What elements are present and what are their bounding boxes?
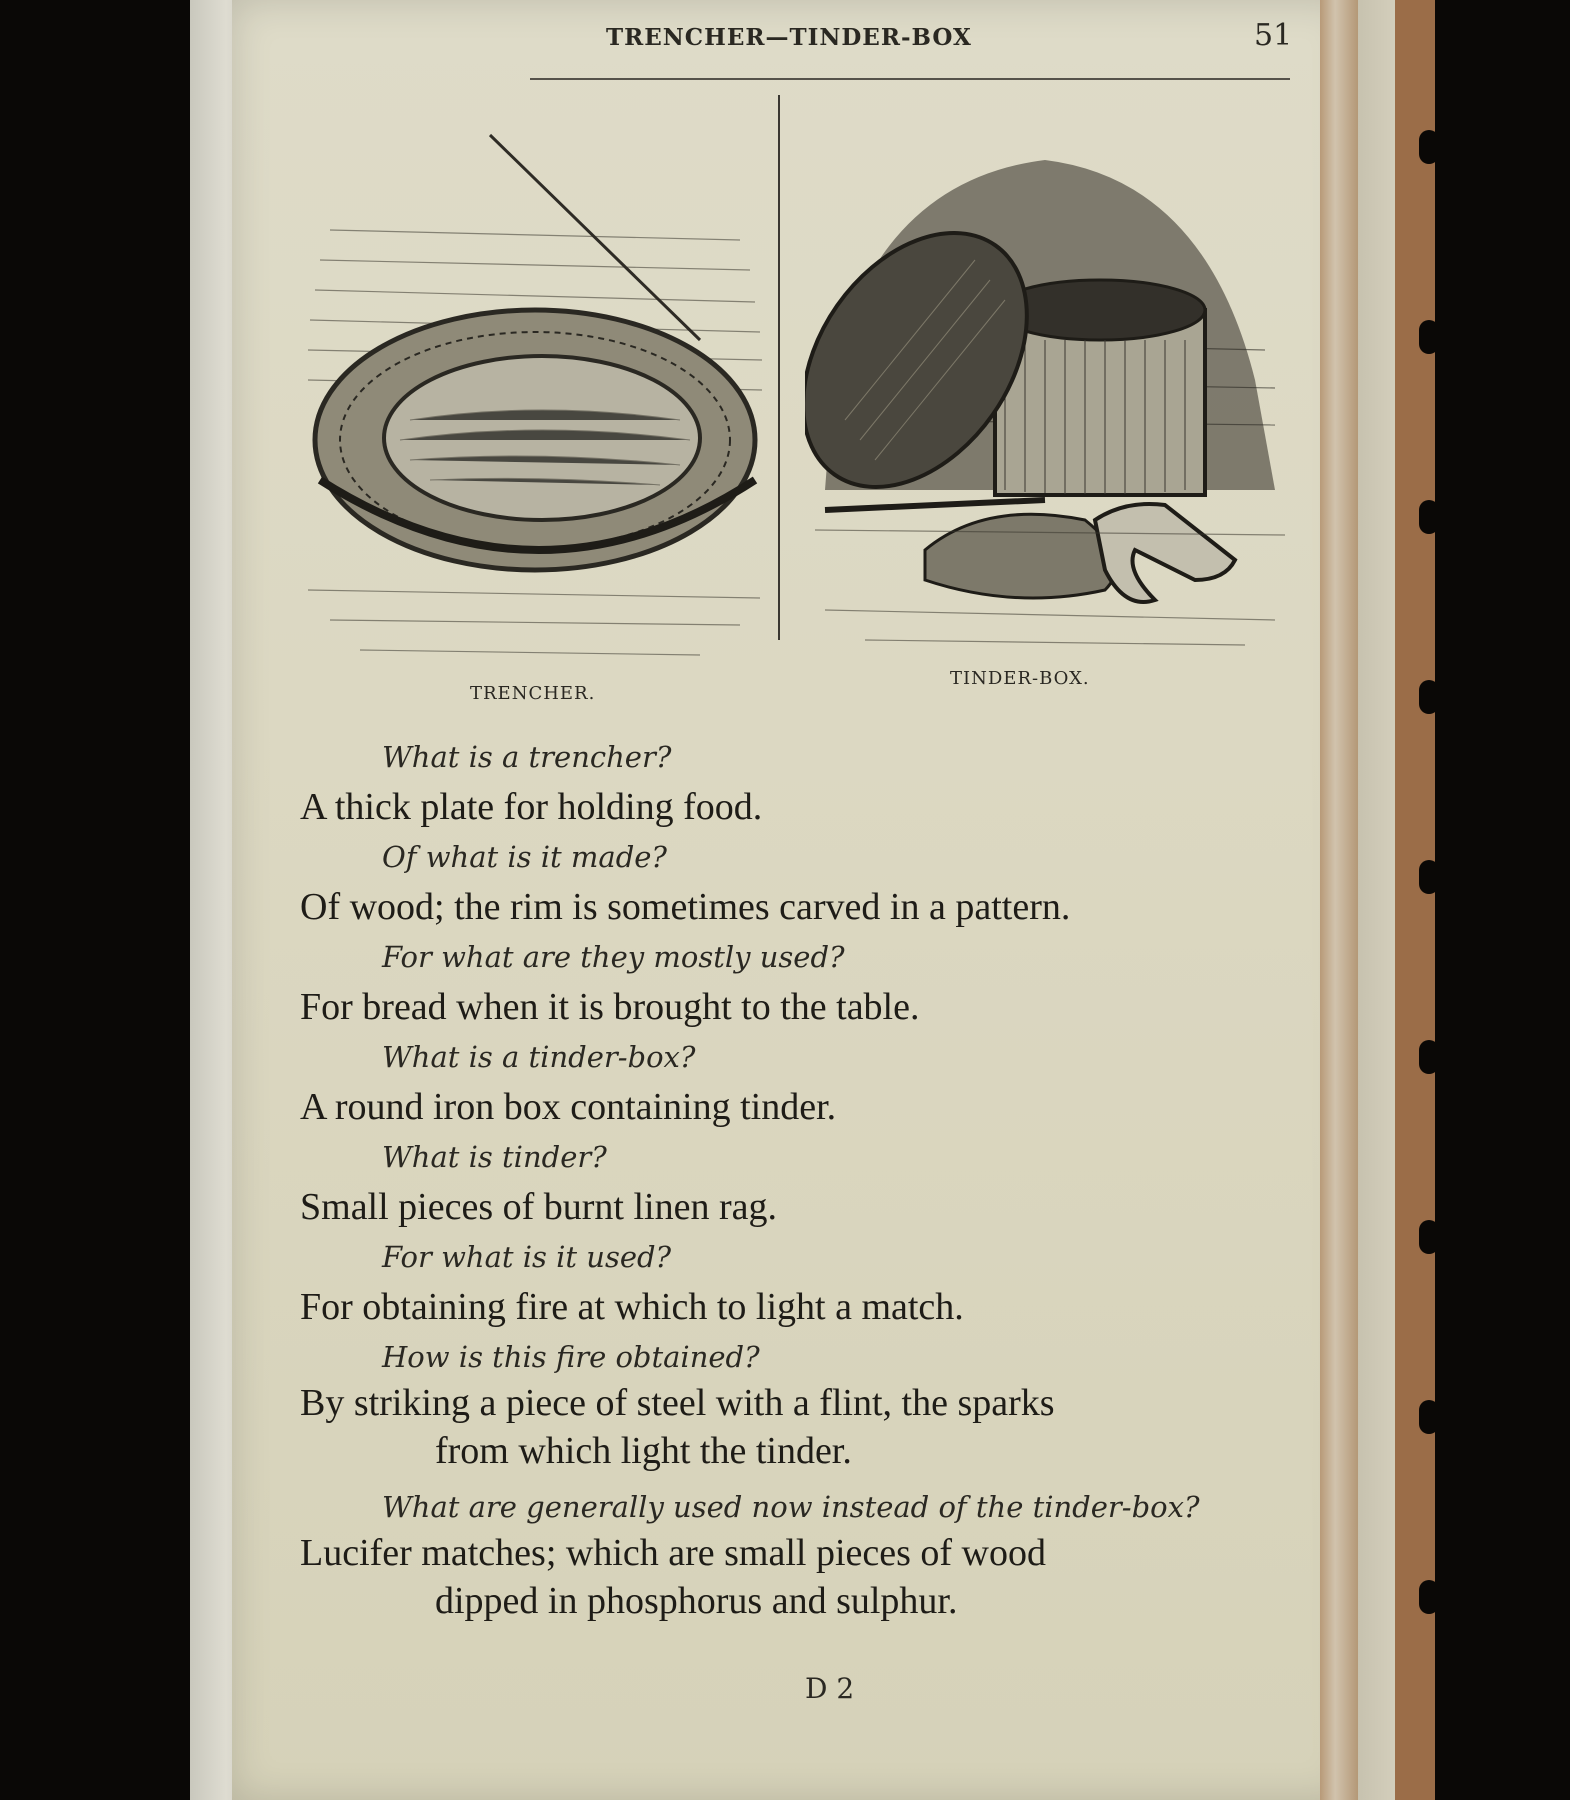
trencher-illustration: [300, 120, 770, 680]
question-2: Of what is it made?: [382, 840, 667, 874]
page-number: 51: [1254, 18, 1293, 53]
answer-2: Of wood; the rim is sometimes carved in a pattern.: [300, 886, 1071, 928]
answer-5: Small pieces of burnt linen rag.: [300, 1186, 777, 1228]
question-8: What are generally used now instead of the tinder-box?: [382, 1490, 1200, 1524]
running-title: TRENCHER—TINDER-BOX: [606, 24, 972, 51]
answer-1: A thick plate for holding food.: [300, 786, 763, 828]
binding-strip: [1395, 0, 1435, 1800]
question-3: For what are they mostly used?: [382, 940, 845, 974]
question-7: How is this fire obtained?: [382, 1340, 760, 1374]
question-6: For what is it used?: [382, 1240, 672, 1274]
answer-8: Lucifer matches; which are small pieces of wood dipped in phosphorus and sulphur.: [300, 1532, 1046, 1622]
signature-mark: D 2: [805, 1672, 855, 1705]
page-header: [540, 18, 1320, 58]
tinder-box-caption: TINDER-BOX.: [950, 668, 1090, 689]
answer-3: For bread when it is brought to the table.: [300, 986, 920, 1028]
answer-6: For obtaining fire at which to light a match.: [300, 1286, 964, 1328]
question-answer-list: [300, 735, 1330, 1629]
tinder-box-illustration: [805, 140, 1305, 660]
question-1: What is a trencher?: [382, 740, 672, 774]
question-4: What is a tinder-box?: [382, 1040, 696, 1074]
illustration-divider: [778, 95, 780, 640]
answer-4: A round iron box containing tinder.: [300, 1086, 837, 1128]
question-5: What is tinder?: [382, 1140, 607, 1174]
answer-7: By striking a piece of steel with a flint, the sparks from which light the tinder.: [300, 1382, 1055, 1472]
trencher-caption: TRENCHER.: [470, 683, 596, 704]
header-rule: [530, 78, 1290, 80]
